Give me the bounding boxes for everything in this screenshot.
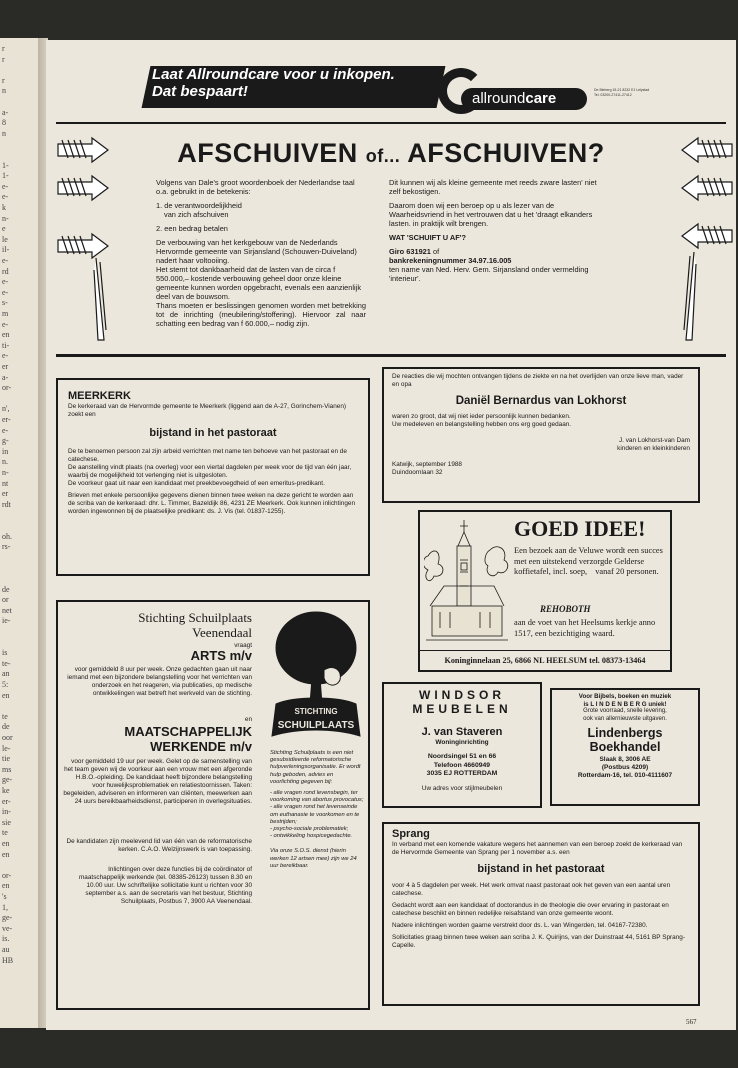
left-page-text-fragment: il- xyxy=(2,245,10,255)
goed-idee-title: GOED IDEE! xyxy=(514,516,646,541)
left-page-text-fragment: nt xyxy=(2,478,9,488)
left-page-text-fragment: ge- xyxy=(2,775,13,785)
left-page-text-fragment: te xyxy=(2,828,8,838)
top-rule xyxy=(56,122,726,124)
left-page-text-fragment: an xyxy=(2,669,10,679)
schuilplaats-ad xyxy=(56,600,370,1010)
left-page-text-fragment: ke xyxy=(2,786,10,795)
left-page-text-fragment: s- xyxy=(2,298,8,308)
left-page-text-fragment: r xyxy=(2,44,5,53)
schuilplaats-en: en xyxy=(244,716,252,723)
left-page-text-fragment: au xyxy=(2,945,10,954)
left-page-text-fragment: ti- xyxy=(2,340,10,350)
goed-idee-location: aan de voet van het Heelsums kerkje anno 1517, een bezichtiging waard. xyxy=(514,618,656,638)
left-page-text-fragment: ve- xyxy=(2,923,13,933)
left-page-text-fragment: e- xyxy=(2,351,9,361)
left-page-text-fragment: er xyxy=(2,489,9,499)
left-page-text-fragment: rdt xyxy=(2,499,11,509)
afschuiven-column-1: Volgens van Dale's groot woordenboek der Nederlandse taal o.a. gebruikt in de betekenis: 1. de verantwoordelijkheid van zich afschuiven 2. een bedrag betalen De verbouwing van het kerkgebouw van de Nederlands Hervormde gemeente van Sirjansland (Schouwen-Duiveland) nadert haar voltooiing. Het stemt tot dankbaarheid dat de lasten van de circa f 550.000,– kostende verbouwing geheel door onze kleine gemeente kunnen worden opgebracht, evenals een aanzienlijk deel van de bouwsom. Thans moeten er beslissingen genomen worden met betrekking tot de inrichting (meubilering/stoffering). Hiervoor zal naar schatting een bedrag van f 60.000,– nodig zijn. xyxy=(156,178,366,328)
left-page-text-fragment: ge- xyxy=(2,913,13,923)
left-page-text-fragment: e- xyxy=(2,277,9,287)
left-page-text-fragment: n- xyxy=(2,468,9,477)
left-page-text-fragment: en xyxy=(2,849,10,859)
lindenberg-ad: Voor Bijbels, boeken en muziek is L I N D E N B E R G uniek! Grote voorraad, snelle levering, ook van allernieuwste uitgaven. Lindenbergs Boekhandel Slaak 8, 3006 AE (Postbus 4209) Rotterdam-16, tel. 010-4111607 xyxy=(550,688,700,806)
schuilplaats-contact: Inlichtingen over deze functies bij de coördinator of maatschappelijk werkende (tel. 08385-26123) tussen 8.30 en 10.00 uur. Uw schriftelijke sollicitatie kunt u richten voor 30 september a.s. aan de secretaris van het bestuur, Stichting Schuilplaats, Postbus 7, 3900 AA Veenendaal. xyxy=(78,866,252,905)
job-arts-text: voor gemiddeld 8 uur per week. Onze gedachten gaan uit naar iemand met een bijzondere belangstelling voor het verrichten van onderzoek en het reageren, via publicaties, op medische ontwikkelingen wat betreft het werkveld van de stichting. xyxy=(67,666,252,697)
left-page-text-fragment: er- xyxy=(2,796,11,806)
left-page-text-fragment: oor xyxy=(2,733,13,742)
left-page-text-fragment: net xyxy=(2,605,12,615)
left-page-text-fragment: e- xyxy=(2,319,9,329)
job-arts-title: ARTS m/v xyxy=(190,648,252,663)
left-page-text-fragment: in xyxy=(2,446,9,456)
left-page-text-fragment: n. xyxy=(2,457,8,467)
left-page-text-fragment: is. xyxy=(2,934,10,944)
left-page-text-fragment: en xyxy=(2,690,10,700)
left-page-text-fragment: 1- xyxy=(2,171,9,181)
left-page-text-fragment: r xyxy=(2,75,5,85)
windsor-ad: WINDSOR MEUBELEN J. van Staveren Woninginrichting Noordsingel 51 en 66 Telefoon 4660949 3035 EJ ROTTERDAM Uw adres voor stijlmeubelen xyxy=(382,682,542,808)
schuilplaats-vraagt: vraagt xyxy=(234,642,252,649)
logo-word-stichting: STICHTING xyxy=(294,707,338,716)
left-page-text-fragment: 1, xyxy=(2,902,8,912)
left-page-text-fragment: r xyxy=(2,54,5,64)
left-page-text-fragment: de xyxy=(2,584,10,594)
afschuiven-column-2: Dit kunnen wij als kleine gemeente met reeds zware lasten' niet zelf bekostigen. Daarom doen wij een beroep op u als lezer van de Waarheidsvriend in het vertrouwen dat u het 'draagt elkanders lasten. in praktijk wilt brengen. WAT 'SCHUIFT U AF'? Giro 631921 of bankrekeningnummer 34.97.16.005 ten name van Ned. Herv. Gem. Sirjansland onder vermelding 'interieur'. xyxy=(389,178,597,283)
goed-idee-body: Een bezoek aan de Veluwe wordt een succes met een uitstekend verzorgde Gelderse koffietafel, incl. soep, vanaf 20 personen. xyxy=(514,546,663,576)
left-page-text-fragment: m xyxy=(2,309,9,318)
left-page-text-fragment: rd xyxy=(2,266,9,276)
schuilplaats-requirements: De kandidaten zijn meelevend lid van één van de reformatorische kerken. C.A.O. Welzijnswerk is van toepassing. xyxy=(66,838,252,853)
left-page-text-fragment: e- xyxy=(2,181,9,191)
goed-idee-footer: Koninginnelaan 25, 6866 NL HEELSUM tel. 08373-13464 xyxy=(420,650,670,671)
schuilplaats-sidebar: Stichting Schuilplaats is een niet gesubsidieerde reformatorische hulpverleningsorganisatie. Er wordt hulp geboden, advies en voorlichting gegeven bij: - alle vragen rond levensbegin, ter voorkoming van abortus provocatus; - alle vragen rond het levenseinde om euthanasie te voorkomen en te bestrijden; - psycho-sociale problematiek; - ontwikkeling hospicegedachte. Via onze S.O.S. dienst (hierin werken 12 artsen mee) zijn we 24 uur bereikbaar. xyxy=(270,750,364,869)
left-page-text-fragment: le xyxy=(2,234,8,244)
left-page-text-fragment: te xyxy=(2,711,8,721)
left-page-text-fragment: er- xyxy=(2,415,11,424)
afschuiven-title: AFSCHUIVEN of... AFSCHUIVEN? xyxy=(177,138,605,168)
lokhorst-announcement: De reacties die wij mochten ontvangen tijdens de ziekte en na het overlijden van onze lieve man, vader en opa Daniël Bernardus van Lokhorst waren zo groot, dat wij niet ieder persoonlijk kunnen bedanken. Uw medeleven en belangstelling hebben ons erg goed gedaan. J. van Lokhorst-van Dam kinderen en kleinkinderen Katwijk, september 1988 Duindoornlaan 32 xyxy=(382,367,700,503)
left-page-text-fragment: in- xyxy=(2,807,11,817)
left-page-text-fragment: tie xyxy=(2,754,10,764)
left-page-text-fragment: 1- xyxy=(2,160,9,170)
ad-banner-slogan xyxy=(152,66,452,100)
left-page-text-fragment: n xyxy=(2,128,6,138)
left-page-text-fragment: e- xyxy=(2,192,9,202)
mid-rule xyxy=(56,354,726,357)
meerkerk-ad: MEERKERK De kerkeraad van de Hervormde gemeente te Meerkerk (liggend aan de A-27, Gorinchem-Vianen) zoekt een bijstand in het pastoraat De te benoemen persoon zal zijn arbeid verrichten met name ten behoeve van het pastoraat en de catechese. De aanstelling vindt plaats (na overleg) voor een viertal dagdelen per week voor de tijd van één jaar, waarbij de mogelijkheid tot verlenging niet is uitgesloten. De voorkeur gaat uit naar een kandidaat met preekbevoegdheid of een emeritus-predikant. Brieven met enkele persoonlijke gegevens dienen binnen twee weken na deze gericht te worden aan de scriba van de kerkeraad: dhr. L. Timmer, Bazeldijk 86, 4231 ZE Meerkerk. Ook kunnen inlichtingen worden ingewonnen bij de plaatselijke predikant: ds. J. Vis (tel. 01837-1255). xyxy=(56,378,370,576)
left-page-text-fragment: de xyxy=(2,722,10,732)
left-page-text-fragment: en xyxy=(2,330,10,340)
slogan-line-2: Dat bespaart! xyxy=(152,83,248,100)
left-page-text-fragment: a- xyxy=(2,107,9,117)
left-page-text-fragment: HB xyxy=(2,955,14,965)
left-page-text-fragment: n xyxy=(2,86,6,96)
left-page-text-fragment: is xyxy=(2,648,8,658)
left-page-text-fragment: er xyxy=(2,362,9,371)
left-page-text-fragment: sie xyxy=(2,817,11,827)
left-arrows-icon xyxy=(54,130,114,350)
job-maatschappelijk-text: voor gemiddeld 19 uur per week. Gelet op de samenstelling van het team geven wij de voorkeur aan een vrouw met een afgeronde H.B.O.-opleiding. De kandidaat heeft bijzondere belangstelling voor huwelijksproblematiek en relatiestoornissen. Taken: begeleiden, adviseren en informeren van cliënten, meewerken aan 24 uurs bereikbaarheidsdienst, participeren in overlegsituaties. xyxy=(63,758,252,805)
allroundcare-logo-text: allroundcare xyxy=(472,90,557,107)
left-page-text-fragment: 8 xyxy=(2,118,6,128)
left-page-text-fragment: ms xyxy=(2,764,12,774)
page-number: 567 xyxy=(686,1018,697,1026)
left-page-text-fragment: ie- xyxy=(2,616,11,626)
left-page-text-fragment: a- xyxy=(2,372,9,382)
newspaper-page xyxy=(46,40,736,1030)
church-illustration-icon xyxy=(424,516,510,648)
allroundcare-address: De Bieberg 15-21 8232 EJ Lelystad Tel. 03200-27411-27412 xyxy=(594,88,650,97)
left-page-text-fragment: le- xyxy=(2,743,11,753)
left-page-text-fragment: n- xyxy=(2,213,9,223)
left-page-text-fragment: oh. xyxy=(2,531,12,541)
left-page-text-fragment: 5: xyxy=(2,680,9,689)
right-arrows-icon xyxy=(676,130,736,350)
left-page-text-fragment: or xyxy=(2,595,9,605)
left-page-text-fragment: e- xyxy=(2,425,9,435)
slogan-line-1: Laat Allroundcare voor u inkopen. xyxy=(152,66,395,83)
left-page-text-fragment: en xyxy=(2,839,10,848)
left-page-text-fragment: n', xyxy=(2,404,10,414)
left-page-text-fragment: k xyxy=(2,203,6,212)
left-page-text-fragment: e- xyxy=(2,287,9,297)
left-page-text-fragment: e- xyxy=(2,256,9,265)
left-page-text-fragment: or- xyxy=(2,870,12,880)
logo-word-schuilplaats: SCHUILPLAATS xyxy=(277,720,355,731)
sprang-ad: Sprang In verband met een komende vakature wegens het aannemen van een beroep zoekt de kerkeraad van de Hervormde Gemeente van Sprang per 1 november a.s. een bijstand in het pastoraat voor 4 à 5 dagdelen per week. Het werk omvat naast pastoraat ook het geven van een aantal uren catechese. Gedacht wordt aan een kandidaat of doctorandus in de theologie die over ervaring in pastoraat en catechese beschikt en binnen redelijke reisafstand van onze gemeente woont. Nadere inlichtingen worden gaarne verstrekt door ds. L. van Wingerden, tel. 04167-72380. Sollicitaties graag binnen twee weken aan scriba J. K. Quirijns, van der Duinstraat 44, 5161 BP Sprang-Capelle. xyxy=(382,822,700,1006)
schuilplaats-tree-logo-icon xyxy=(264,608,368,744)
goed-idee-ad xyxy=(418,510,672,672)
schuilplaats-org: Stichting Schuilplaats Veenendaal xyxy=(138,610,252,640)
left-page-text-fragment: te- xyxy=(2,658,11,668)
left-page-text-fragment: e xyxy=(2,224,6,234)
job-maatschappelijk-title: MAATSCHAPPELIJK WERKENDE m/v xyxy=(124,724,252,754)
left-page-text-fragment: rs- xyxy=(2,542,11,552)
left-page-text-fragment: or- xyxy=(2,383,12,393)
left-page-text-fragment: en xyxy=(2,881,10,891)
left-page-text-fragment: 's xyxy=(2,892,7,901)
left-page-text-fragment: g- xyxy=(2,436,9,446)
goed-idee-rehoboth: REHOBOTH xyxy=(540,604,591,614)
